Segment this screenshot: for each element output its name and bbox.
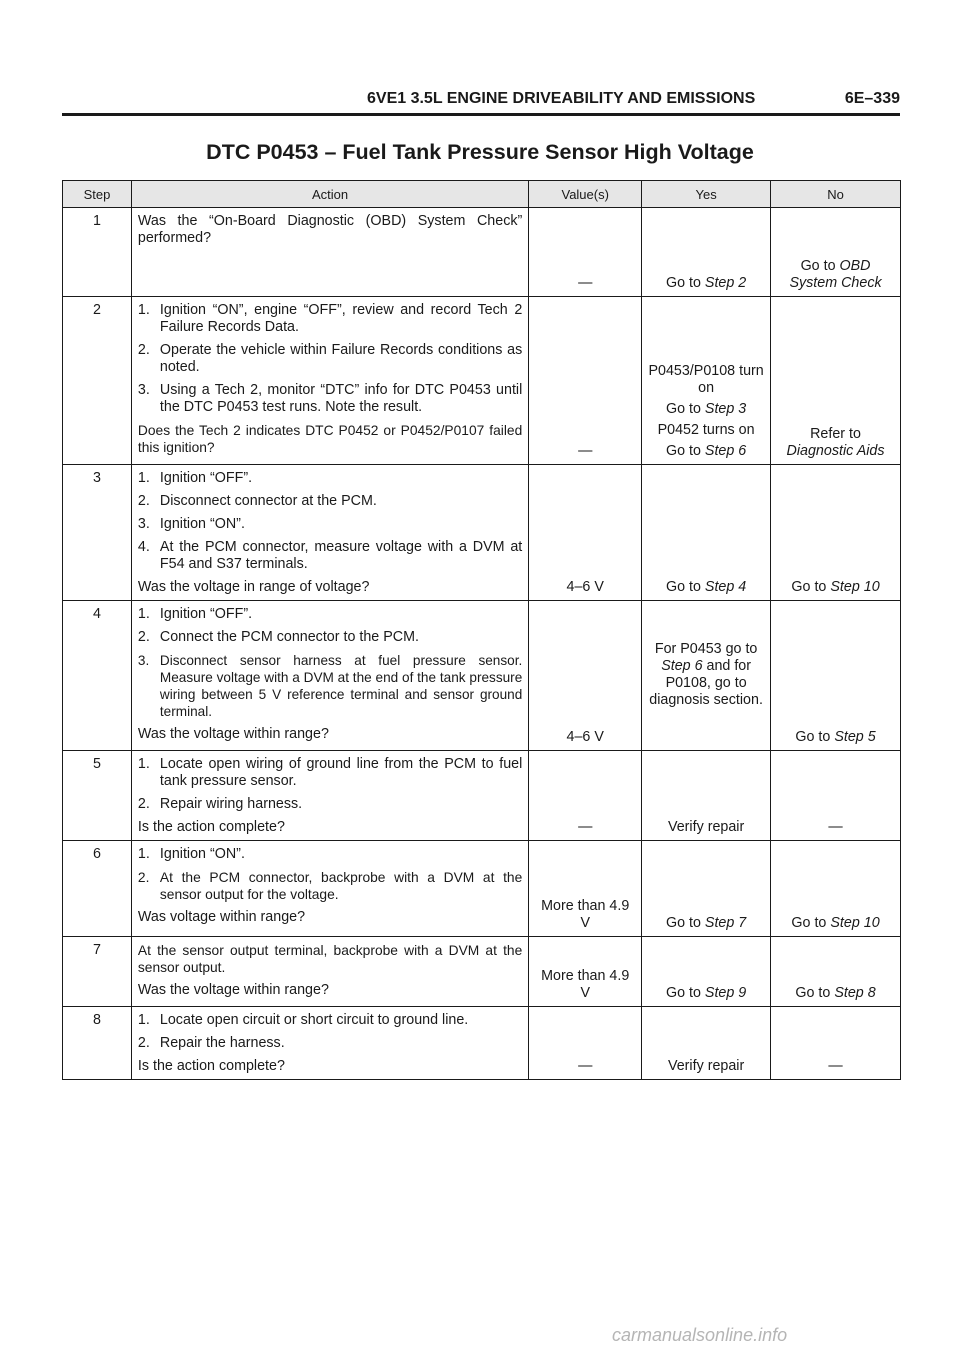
yes-text: and for P0108, go to diagnosis section. [649,658,763,708]
item-number: 4. [137,539,150,555]
no-step-ref: Step 10 [830,915,880,931]
action-intro: At the sensor output terminal, backprobe with a DVM at the sensor output. [137,943,523,975]
action-question: Was voltage within range? [137,909,306,925]
action-question: Was the voltage in range of voltage? [137,579,370,595]
no-cell [771,465,901,601]
table-row [63,841,901,937]
item-text: Operate the vehicle within Failure Records conditions as noted. [159,342,523,375]
column-header-step: Step [63,181,132,208]
item-text: Ignition “ON”, engine “OFF”, review and record Tech 2 Failure Records Data. [159,302,523,335]
diagnostic-table [62,180,901,1080]
item-text: Ignition “OFF”. [159,606,253,622]
yes-cell [642,208,771,297]
item-number: 1. [137,756,150,772]
action-item [138,796,522,813]
table-row [63,601,901,751]
yes-step-ref: Step 4 [704,579,747,595]
no-cell [771,937,901,1007]
table-header-row [63,181,901,208]
page-number: 6E–339 [844,90,900,107]
no-prefix: Go to [791,579,831,595]
yes-line: P0452 turns on [657,422,755,438]
action-question: Was the voltage within range? [137,726,329,742]
value-cell: — [529,751,642,841]
action-item [138,342,522,376]
action-item [138,1012,522,1029]
yes-step-ref: Step 6 [704,443,747,459]
step-number: 4 [63,601,132,751]
action-cell [131,601,528,751]
item-number: 3. [137,382,150,398]
yes-text: For P0453 go to [654,641,758,657]
action-item [138,382,522,416]
step-number: 5 [63,751,132,841]
action-cell [131,208,528,297]
action-question: Was the “On-Board Diagnostic (OBD) System Check” performed? [137,213,523,246]
action-item [138,869,522,903]
item-number: 2. [137,870,150,885]
action-item [138,629,522,646]
step-number: 3 [63,465,132,601]
yes-cell: Verify repair [642,751,771,841]
action-cell [131,841,528,937]
no-step-ref: Step 8 [834,985,876,1001]
item-number: 1. [137,846,150,862]
item-text: Repair the harness. [159,1035,285,1051]
table-row [63,297,901,465]
action-cell [131,465,528,601]
no-prefix: Go to [795,729,835,745]
item-text: Ignition “ON”. [159,846,245,862]
item-number: 1. [137,1012,150,1028]
item-number: 2. [137,493,150,509]
yes-cell: Verify repair [642,1007,771,1080]
yes-step-ref: Step 3 [704,401,747,417]
item-text: Connect the PCM connector to the PCM. [159,629,419,645]
item-text: Disconnect sensor harness at fuel pressure sensor. Measure voltage with a DVM at the end of the tank pressure wiring between 5 V reference terminal and sensor ground terminal. [159,653,523,719]
step-number: 8 [63,1007,132,1080]
no-step-ref: Step 10 [830,579,880,595]
yes-prefix: Go to [665,443,705,459]
item-number: 2. [137,1035,150,1051]
yes-cell [642,465,771,601]
item-text: Repair wiring harness. [159,796,303,812]
item-number: 2. [137,629,150,645]
value-cell: — [529,1007,642,1080]
table-row [63,465,901,601]
action-item [138,493,522,510]
yes-prefix: Go to [665,579,705,595]
no-cell [771,601,901,751]
action-item [138,1035,522,1052]
no-step-ref: Diagnostic Aids [786,443,885,459]
action-question: Does the Tech 2 indicates DTC P0452 or P0452/P0107 failed this ignition? [137,423,523,455]
yes-cell [642,841,771,937]
yes-prefix: Go to [665,275,705,291]
action-question: Is the action complete? [137,819,285,835]
no-step-ref: OBD System Check [789,258,882,291]
step-number: 1 [63,208,132,297]
item-text: Using a Tech 2, monitor “DTC” info for DTC P0453 until the DTC P0453 test runs. Note the result. [159,382,523,415]
item-text: At the PCM connector, measure voltage with a DVM at F54 and S37 terminals. [159,539,523,572]
yes-prefix: Go to [665,401,705,417]
value-cell: More than 4.9 V [529,841,642,937]
action-item [138,846,522,863]
value-cell: 4–6 V [529,465,642,601]
column-header-no: No [771,181,901,208]
item-text: Locate open wiring of ground line from the PCM to fuel tank pressure sensor. [159,756,523,789]
table-row [63,937,901,1007]
value-cell: — [529,297,642,465]
yes-prefix: Go to [665,915,705,931]
yes-step-ref: Step 6 [661,658,703,674]
no-cell: — [771,1007,901,1080]
action-item [138,539,522,573]
table-row [63,1007,901,1080]
item-number: 1. [137,606,150,622]
column-header-values: Value(s) [529,181,642,208]
no-cell: — [771,751,901,841]
table-row [63,208,901,297]
no-prefix: Go to [791,915,831,931]
item-text: Ignition “OFF”. [159,470,253,486]
action-item [138,652,522,720]
value-cell: 4–6 V [529,601,642,751]
value-cell: More than 4.9 V [529,937,642,1007]
no-prefix: Go to [795,985,835,1001]
yes-line [648,443,764,460]
item-text: Ignition “ON”. [159,516,245,532]
action-cell [131,751,528,841]
item-number: 1. [137,302,150,318]
no-cell [771,208,901,297]
item-text: Locate open circuit or short circuit to ground line. [159,1012,469,1028]
item-text: At the PCM connector, backprobe with a DVM at the sensor output for the voltage. [159,870,523,902]
item-number: 1. [137,470,150,486]
no-cell [771,841,901,937]
page-header [62,86,900,116]
no-step-ref: Step 5 [834,729,876,745]
action-item [138,756,522,790]
yes-step-ref: Step 9 [704,985,747,1001]
yes-line [648,401,764,418]
step-number: 7 [63,937,132,1007]
item-text: Disconnect connector at the PCM. [159,493,377,509]
action-item [138,606,522,623]
yes-step-ref: Step 7 [704,915,747,931]
yes-prefix: Go to [665,985,705,1001]
no-prefix: Refer to [810,426,861,442]
page-title: DTC P0453 – Fuel Tank Pressure Sensor High Voltage [206,140,754,164]
action-cell [131,1007,528,1080]
action-item [138,516,522,533]
table-row [63,751,901,841]
section-title: 6VE1 3.5L ENGINE DRIVEABILITY AND EMISSIONS [367,90,756,107]
action-cell [131,297,528,465]
yes-cell [642,601,771,751]
step-number: 6 [63,841,132,937]
no-prefix: Go to [800,258,840,274]
yes-cell [642,937,771,1007]
column-header-action: Action [131,181,528,208]
item-number: 2. [137,796,150,812]
step-number: 2 [63,297,132,465]
action-question: Is the action complete? [137,1058,285,1074]
yes-cell [642,297,771,465]
watermark: carmanualsonline.info [612,1325,788,1345]
action-item [138,302,522,336]
value-cell: — [529,208,642,297]
yes-step-ref: Step 2 [704,275,747,291]
item-number: 2. [137,342,150,358]
item-number: 3. [137,653,150,668]
action-cell [131,937,528,1007]
action-item [138,470,522,487]
no-cell [771,297,901,465]
item-number: 3. [137,516,150,532]
action-question: Was the voltage within range? [137,982,329,998]
column-header-yes: Yes [642,181,771,208]
yes-line: P0453/P0108 turn on [648,363,764,396]
